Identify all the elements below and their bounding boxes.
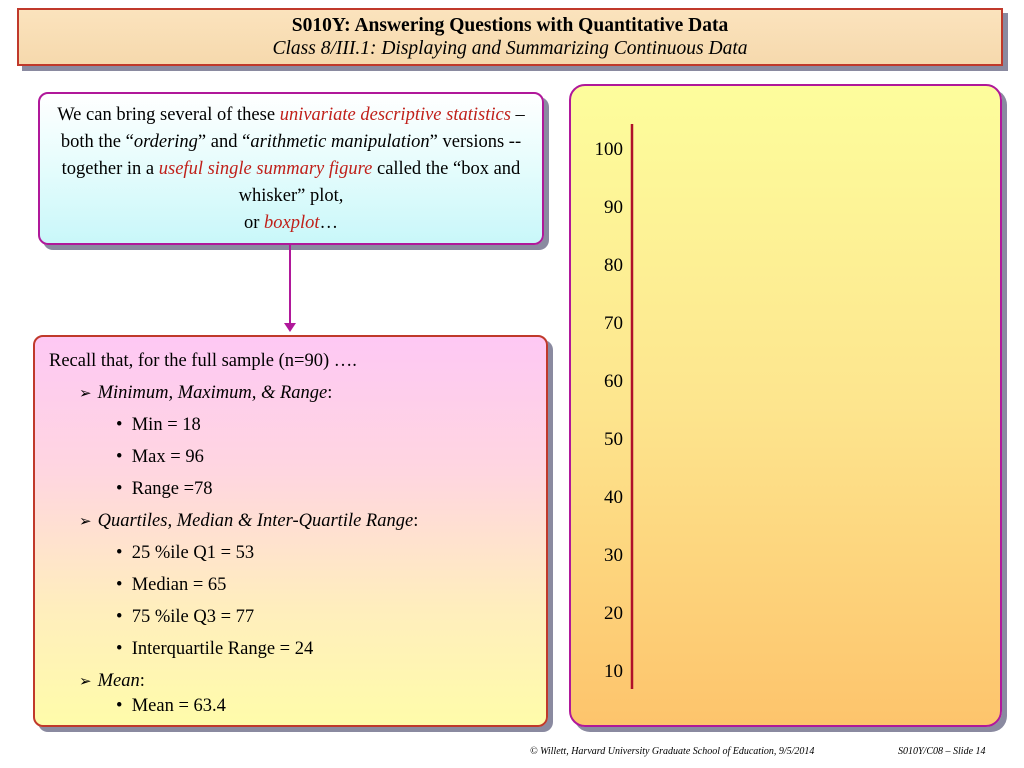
- intro-text: – both the “: [60, 105, 525, 152]
- intro-text: ” versions -- together in a: [61, 132, 522, 179]
- arrow-down-icon: [284, 323, 296, 332]
- slide-subtitle: Class 8/III.1: Displaying and Summarizing Continuous Data: [272, 38, 748, 59]
- boxplot-panel: [569, 84, 1002, 727]
- y-tick-label: 80: [604, 255, 623, 276]
- connector-line: [289, 245, 291, 327]
- bullet-icon: •: [116, 543, 123, 563]
- footer-slide-number: S010Y/C08 – Slide 14: [898, 746, 986, 757]
- list-item: [116, 447, 204, 468]
- y-tick-label: 40: [604, 487, 623, 508]
- bullet-icon: •: [116, 639, 123, 659]
- intro-text: We can bring several of these: [57, 105, 280, 125]
- intro-italic: arithmetic: [250, 132, 327, 152]
- recall-text: Recall that, for the full sample (n=90) ….: [49, 351, 357, 371]
- section-heading-text: Quartiles, Median & Inter-Quartile Range: [97, 511, 414, 531]
- colon: :: [139, 671, 145, 691]
- list-item: [116, 575, 226, 596]
- y-tick-label: 50: [604, 429, 623, 450]
- title-banner: [17, 8, 1003, 66]
- intro-highlight: useful single: [158, 159, 252, 179]
- y-tick-label: 60: [604, 371, 623, 392]
- y-tick-label: 70: [604, 313, 623, 334]
- intro-italic: ordering: [133, 132, 198, 152]
- bullet-icon: •: [116, 607, 123, 627]
- bullet-icon: •: [116, 575, 123, 595]
- y-tick-label: 90: [604, 197, 623, 218]
- arrow-bullet-icon: ➢: [79, 386, 92, 402]
- section-heading: [79, 511, 418, 532]
- stat-value: Min = 18: [131, 415, 201, 435]
- intro-text-box: [38, 92, 544, 245]
- stat-value: 25 %ile Q1 = 53: [131, 543, 255, 563]
- list-item: [116, 639, 313, 660]
- arrow-bullet-icon: ➢: [79, 674, 92, 690]
- intro-highlight: summary figure: [256, 159, 373, 179]
- bullet-icon: •: [116, 696, 123, 716]
- stat-value: Max = 96: [131, 447, 204, 467]
- intro-italic: manipulation: [330, 132, 430, 152]
- slide-title: S010Y: Answering Questions with Quantitative Data: [291, 15, 729, 36]
- y-tick-label: 10: [604, 661, 623, 682]
- stat-value: Range =78: [131, 479, 213, 499]
- intro-highlight: univariate descriptive: [279, 105, 442, 125]
- stat-value: 75 %ile Q3 = 77: [131, 607, 255, 627]
- list-item: [116, 607, 254, 628]
- footer-credit: © Willett, Harvard University Graduate School of Education, 9/5/2014: [530, 746, 815, 757]
- section-heading: [79, 671, 145, 692]
- list-item: [116, 543, 254, 564]
- colon: :: [327, 383, 333, 403]
- intro-text: or: [243, 213, 265, 233]
- section-heading: [79, 383, 332, 404]
- colon: :: [413, 511, 419, 531]
- list-item: [116, 415, 201, 436]
- bullet-icon: •: [116, 415, 123, 435]
- boxplot-axis: [571, 86, 1000, 725]
- intro-text: ” and “: [197, 132, 251, 152]
- intro-highlight: boxplot: [264, 213, 320, 233]
- section-heading-text: Minimum, Maximum, & Range: [97, 383, 328, 403]
- summary-stats-box: [33, 335, 548, 727]
- y-tick-label: 30: [604, 545, 623, 566]
- bullet-icon: •: [116, 447, 123, 467]
- y-tick-label: 20: [604, 603, 623, 624]
- y-tick-label: 100: [594, 139, 623, 160]
- list-item: [116, 479, 213, 500]
- intro-highlight: statistics: [446, 105, 511, 125]
- intro-text: …: [319, 213, 339, 233]
- stat-value: Interquartile Range = 24: [131, 639, 314, 659]
- stat-value: Mean = 63.4: [131, 696, 226, 716]
- list-item: [116, 696, 226, 717]
- bullet-icon: •: [116, 479, 123, 499]
- arrow-bullet-icon: ➢: [79, 514, 92, 530]
- stat-value: Median = 65: [131, 575, 227, 595]
- intro-text: called the “box and whisker” plot,: [238, 159, 521, 206]
- section-heading-text: Mean: [97, 671, 140, 691]
